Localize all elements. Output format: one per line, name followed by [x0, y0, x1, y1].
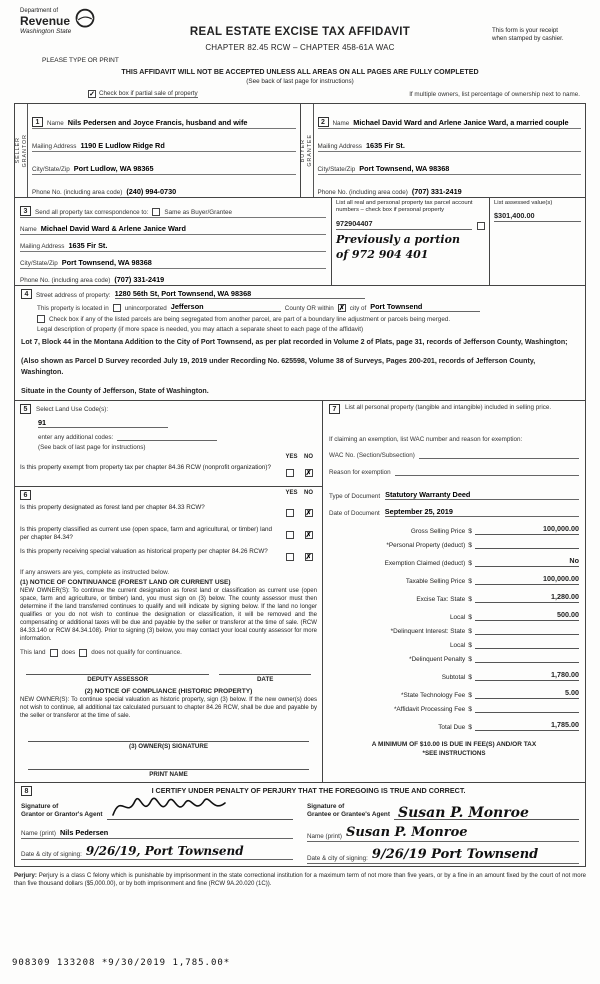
print-name-label: PRINT NAME — [149, 770, 188, 778]
corr-address-value[interactable]: 1635 Fir St. — [68, 241, 108, 250]
money-row-exemption: Exemption Claimed (deduct) $ No — [384, 556, 579, 568]
certify-statement: I CERTIFY UNDER PENALTY OF PERJURY THAT THE FOREGOING IS TRUE AND CORRECT. — [151, 786, 466, 796]
grantee-printed-name[interactable]: Susan P. Monroe — [346, 824, 468, 840]
forest-yes-checkbox[interactable] — [286, 509, 294, 517]
segregated-checkbox[interactable] — [37, 315, 45, 323]
perjury-notice: Perjury: Perjury is a class C felony which is punishable by imprisonment in the state correctional institution for a maximum term of not more than five years, or by a fine in an amount fixed by the court of not more than five thousand dollars ($5,000.00), or by both imprisonment and fine (RCW 9A.20.020 (1C)). — [14, 872, 586, 887]
please-type-label: PLEASE TYPE OR PRINT — [42, 57, 119, 64]
seller-csz-value[interactable]: Port Ludlow, WA 98365 — [73, 164, 154, 173]
deputy-date-line[interactable] — [219, 667, 311, 675]
grantee-signature-block: Signature of Grantee or Grantee's Agent Susan P. Monroe Name (print) Susan P. Monroe Date & city of signing: 9/26/19 Port Townsend — [307, 798, 579, 864]
middle-columns — [15, 401, 585, 783]
excise-tax-state-value[interactable]: 1,280.00 — [475, 592, 579, 603]
exempt-yes-checkbox[interactable] — [286, 469, 294, 477]
buyer-name-value[interactable]: Michael David Ward and Arlene Janice Ward, a married couple — [353, 118, 569, 127]
see-back-note: (See back of last page for instructions) — [246, 78, 354, 85]
forest-land-question: Is this property designated as forest land per chapter 84.33 RCW? ✗ — [20, 504, 312, 517]
document-type-value[interactable]: Statutory Warranty Deed — [385, 490, 579, 500]
seller-side-label: SELLER GRANTOR — [15, 104, 28, 197]
section4-number: 4 — [21, 289, 32, 299]
grantor-date-row: Date & city of signing: 9/26/19, Port Townsend — [21, 844, 293, 860]
personal-property-deduct-value[interactable] — [475, 547, 579, 549]
money-row-tech-fee: *State Technology Fee $ 5.00 — [401, 688, 579, 700]
total-due-value[interactable]: 1,785.00 — [475, 720, 579, 731]
grantor-signature-block: Signature of Grantor or Grantor's Agent Name (print) Nils Pedersen Date & city of signing: 9/26/19, Port Townsend — [21, 798, 293, 864]
money-row-delinq-penalty: *Delinquent Penalty $ — [329, 656, 579, 663]
delinquent-penalty-value[interactable] — [475, 661, 579, 663]
grantee-date-row: Date & city of signing: 9/26/19 Port Townsend — [307, 847, 579, 864]
dept-name: Revenue — [20, 14, 71, 28]
money-row-delinq-interest-local: Local $ — [329, 642, 579, 649]
corr-phone-row: Phone No. (including area code) (707) 331-2419 — [20, 275, 165, 284]
affidavit-processing-fee-value[interactable] — [475, 711, 579, 713]
excise-tax-local-value[interactable]: 500.00 — [475, 610, 579, 621]
exempt-question-row: Is this property exempt from property tax per chapter 84.36 RCW (nonprofit organization)? ✗ — [20, 464, 312, 477]
buyer-side-label: BUYER GRANTEE — [301, 104, 314, 197]
receipt-note: This form is your receipt when stamped by cashier. — [492, 27, 564, 43]
additional-codes-field[interactable] — [117, 432, 217, 441]
seller-name-value[interactable]: Nils Pedersen and Joyce Francis, husband and wife — [67, 118, 248, 127]
current-use-question: Is this property classified as current use (open space, farm and agricultural, or timber) land per chapter 84.34? ✗ — [20, 526, 312, 542]
corr-phone-value[interactable]: (707) 331-2419 — [114, 275, 165, 284]
delinquent-interest-local-value[interactable] — [475, 647, 579, 649]
personal-property-label: List all personal property (tangible and intangible) included in selling price. — [345, 404, 552, 412]
exemption-claimed-value[interactable]: No — [475, 556, 579, 567]
grantor-name-row: Name (print) Nils Pedersen — [21, 825, 293, 839]
section3-number: 3 — [20, 206, 31, 216]
corr-name-value[interactable]: Michael David Ward & Arlene Janice Ward — [40, 224, 186, 233]
state-technology-fee-value[interactable]: 5.00 — [475, 688, 579, 699]
same-as-buyer-checkbox[interactable] — [152, 208, 160, 216]
buyer-csz-value[interactable]: Port Townsend, WA 98368 — [359, 164, 450, 173]
seller-phone-value[interactable]: (240) 994-0730 — [126, 187, 177, 196]
handwritten-parcel-note-2: of 972 904 401 — [336, 247, 429, 261]
exemption-reason-field[interactable] — [395, 467, 579, 476]
tax-correspondence-row: 3 Send all property tax correspondence to: Same as Buyer/Grantee — [20, 201, 326, 218]
county-value[interactable]: Jefferson — [171, 302, 281, 312]
corr-name-row: Name Michael David Ward & Arlene Janice Ward — [20, 218, 326, 235]
legal-description-2: (Also shown as Parcel D Survey recorded July 19, 2019 under Recording No. 625598, Volume 38 of Surveys, Pages 200-201, records of Jefferson County, Washington. — [21, 357, 536, 376]
section7: 7 List all personal property (tangible and intangible) included in selling price. If claiming an exemption, list WAC number and reason for exemption: WAC No. (Section/Subsection) Reason for exemption Type of Document Statutory Warranty Deed Date of Document September 25, 2019 Gross Selling Price $ 100,000.00 *Personal Property (deduct) $ Exemption Claimed (deduct) $ No Taxable Selling Price $ 100,000.00 Excise Tax: State $ 1,280.00 Local $ 500.00 *Delinquent Interest: State $ Local $ *Delinquent Penalty $ Subtotal $ 1,780.00 *State Technology Fee $ 5.00 *Affidavit Processing Fee $ Total Due $ 1,785.00 A MINIMUM OF $10.00 IS DUE IN FEE(S) AND/OR TAX *SEE INSTRUCTIONS — [329, 404, 579, 758]
form-title: REAL ESTATE EXCISE TAX AFFIDAVIT — [189, 26, 411, 38]
legal-description-label: Legal description of property (if more space is needed, you may attach a separate sheet to each page of the affidavit) — [37, 326, 364, 333]
notice2-title: (2) NOTICE OF COMPLIANCE (HISTORIC PROPERTY) — [84, 687, 253, 695]
buyer-phone-value[interactable]: (707) 331-2419 — [411, 187, 462, 196]
seller-section — [15, 104, 300, 197]
historic-question: Is this property receiving special valuation as historical property per chapter 84.26 RCW? ✗ — [20, 548, 312, 561]
section3 — [15, 198, 585, 286]
street-address-row: 4 Street address of property: 1280 56th St, Port Townsend, WA 98368 — [21, 289, 579, 299]
buyer-address-row: Mailing Address 1635 Fir St. — [318, 129, 582, 152]
money-row-delinq-interest-state: *Delinquent Interest: State $ — [329, 628, 579, 635]
partial-sale-label: Check box if partial sale of property — [99, 90, 198, 97]
section5: 5 Select Land Use Code(s): 91 enter any additional codes: (See back of last page for instructions) YES NO Is this property exempt from property tax per chapter 84.36 RCW (nonprofit organization)? ✗ — [15, 401, 322, 487]
dept-small: Department of — [20, 8, 59, 14]
dept-sub: Washington State — [20, 28, 72, 35]
current-use-no-checkbox[interactable]: ✗ — [305, 531, 312, 539]
money-row-processing-fee: *Affidavit Processing Fee $ — [329, 706, 579, 713]
section7-number: 7 — [329, 404, 340, 414]
city-value[interactable]: Port Townsend — [370, 302, 480, 312]
subtotal-value[interactable]: 1,780.00 — [475, 670, 579, 681]
wac-number-field[interactable] — [419, 450, 579, 459]
seller-phone-row: Phone No. (including area code) (240) 994-0730 — [32, 187, 177, 196]
segregated-row: Check box if any of the listed parcels are being segregated from another parcel, are part of a boundary line adjustment or parcels being merged. — [21, 315, 579, 323]
buyer-name-row: 2 Name Michael David Ward and Arlene Janice Ward, a married couple — [318, 106, 582, 129]
money-row-excise-state: Excise Tax: State $ 1,280.00 — [416, 592, 579, 604]
partial-sale-checkbox[interactable]: ✓ — [89, 91, 95, 98]
section5-number: 5 — [20, 404, 31, 414]
parties-section — [15, 104, 585, 198]
money-row-subtotal: Subtotal $ 1,780.00 — [441, 670, 579, 682]
grantee-date-city[interactable]: 9/26/19 Port Townsend — [371, 846, 539, 862]
section6-number: 6 — [20, 490, 31, 500]
seller-address-row: Mailing Address 1190 E Ludlow Ridge Rd — [32, 129, 296, 152]
notice1-body: NEW OWNER(S): To continue the current designation as forest land or classification as current use (open space, farm and agriculture, or timber) land, you must sign on (3) below. The county assessor must then determine if the land transferred continues to qualify and will indicate by signing below. If the land no longer qualifies or you do not wish to continue the designation or classification, it will be removed and the compensating or additional taxes will be due and payable by the seller or transferor at the time of sale. (RCW 84.33.140 or RCW 84.34.108). Prior to signing (3) below, you may contact your local county assessor for more information. — [20, 588, 317, 642]
buyer-section — [300, 104, 586, 197]
section8 — [15, 783, 585, 866]
buyer-csz-row: City/State/Zip Port Townsend, WA 98368 — [318, 152, 582, 175]
exempt-no-checkbox[interactable]: ✗ — [305, 469, 312, 477]
owners-signature-line[interactable] — [28, 731, 309, 742]
taxable-selling-price-value[interactable]: 100,000.00 — [475, 574, 579, 585]
form-body — [14, 103, 586, 867]
print-name-line[interactable] — [28, 759, 309, 770]
parcel-header: List all real and personal property tax parcel account numbers – check box if personal property — [336, 200, 473, 214]
seller-name-row: 1 Name Nils Pedersen and Joyce Francis, husband and wife — [32, 106, 296, 129]
seller-csz-row: City/State/Zip Port Ludlow, WA 98365 — [32, 152, 296, 175]
assessed-header: List assessed value(s) — [494, 200, 553, 206]
seller-address-value[interactable]: 1190 E Ludlow Ridge Rd — [80, 141, 165, 150]
warning-line: THIS AFFIDAVIT WILL NOT BE ACCEPTED UNLESS ALL AREAS ON ALL PAGES ARE FULLY COMPLETED — [121, 68, 479, 76]
exemption-instruction: If claiming an exemption, list WAC number and reason for exemption: — [329, 436, 523, 444]
deputy-assessor-signature-line[interactable] — [26, 667, 209, 675]
grantor-signature[interactable] — [107, 798, 293, 820]
grantor-printed-name[interactable]: Nils Pedersen — [60, 827, 109, 837]
if-yes-note: If any answers are yes, complete as instructed below. — [20, 569, 170, 577]
section6: 6 YES NO Is this property designated as forest land per chapter 84.33 RCW? ✗ Is this property classified as current use (open space, farm and agricultural, or timber) land per chapter 84.34? ✗ Is this property receiving special valuation as historical property per chapter 84.26 RCW? ✗ If any answers are yes, complete as instructed below. (1) NOTICE OF CONTINUANCE (FOREST LAND OR CURRENT USE) NEW OWNER(S): To continue the current designation as forest land or classification as current use (open space, farm and agriculture, or timber) land, you must sign on (3) below. The county assessor must then determine if the land transferred continues to qualify and will indicate by signing below. If the land no longer qualifies or you do not wish to continue the designation or classification, it will be removed and the compensating or additional taxes will be due and payable by the seller or transferor at the time of sale. (RCW 84.33.140 or RCW 84.34.108). Prior to signing (3) below, you may contact your local county assessor for more information. This land does does not qualify for continuance. DEPUTY ASSESSOR DATE (2) NOTICE OF COMPLIANCE (HISTORIC PROPERTY) NEW OWNER(S): To continue special valuation as historic property, sign (3) below. If the new owner(s) does not wish to continue, all additional tax calculated pursuant to chapter 84.26 RCW, shall be due and payable by the seller or transferor at the time of sale. (3) OWNER(S) SIGNATURE PRINT NAME — [20, 490, 317, 778]
historic-no-checkbox[interactable]: ✗ — [305, 553, 312, 561]
partial-sale-row — [20, 90, 580, 98]
parcel-numbers-column — [331, 198, 489, 285]
money-row-personal: *Personal Property (deduct) $ — [329, 542, 579, 549]
see-instructions-note: *SEE INSTRUCTIONS — [422, 750, 486, 758]
section8-number: 8 — [21, 786, 32, 796]
land-use-code-value[interactable]: 91 — [38, 418, 168, 428]
cashier-receipt-stamp: 908309 133208 *9/30/2019 1,785.00* — [12, 958, 231, 968]
money-row-total-due: Total Due $ 1,785.00 — [438, 720, 579, 732]
grantee-signature[interactable]: Susan P. Monroe — [394, 798, 579, 820]
money-row-excise-local: Local $ 500.00 — [449, 610, 579, 622]
forest-no-checkbox[interactable]: ✗ — [305, 509, 312, 517]
section4 — [15, 286, 585, 401]
chapter-line: CHAPTER 82.45 RCW – CHAPTER 458-61A WAC — [205, 43, 395, 52]
corr-csz-row: City/State/Zip Port Townsend, WA 98368 — [20, 252, 326, 269]
document-date-value[interactable]: September 25, 2019 — [385, 507, 579, 517]
multiple-owners-note: If multiple owners, list percentage of ownership next to name. — [409, 90, 580, 98]
city-checkbox[interactable]: ✗ — [338, 305, 345, 312]
does-checkbox[interactable] — [50, 649, 58, 657]
money-row-gross: Gross Selling Price $ 100,000.00 — [410, 524, 579, 536]
section2-number: 2 — [318, 117, 329, 127]
gross-selling-price-value[interactable]: 100,000.00 — [475, 524, 579, 535]
legal-description-1: Lot 7, Block 44 in the Montana Addition to the City of Port Townsend, as per plat recorded in Volume 2 of Plats, page 31, records of Jefferson County, Washington; — [21, 338, 568, 346]
historic-yes-checkbox[interactable] — [286, 553, 294, 561]
notice1-title: (1) NOTICE OF CONTINUANCE (FOREST LAND OR CURRENT USE) — [20, 579, 231, 587]
handwritten-parcel-note-1: Previously a portion — [336, 232, 460, 246]
deputy-assessor-row: DEPUTY ASSESSOR DATE — [20, 667, 317, 683]
buyer-address-value[interactable]: 1635 Fir St. — [365, 141, 405, 150]
section1-number: 1 — [32, 117, 43, 127]
continuance-row: This land does does not qualify for continuance. — [20, 649, 182, 657]
parcel-number-value[interactable]: 972904407 — [336, 219, 472, 230]
legal-description-3: Situate in the County of Jefferson, State of Washington. — [21, 386, 209, 395]
owners-signature-label: (3) OWNER(S) SIGNATURE — [129, 742, 208, 750]
assessed-value[interactable]: $301,400.00 — [494, 211, 581, 222]
notice2-body: NEW OWNER(S): To continue special valuation as historic property, sign (3) below. If the new owner(s) does not wish to continue, all additional tax calculated pursuant to chapter 84.26 RCW, shall be due and payable by the seller or transferor at the time of sale. — [20, 696, 317, 719]
section5-yes-no-header: YES NO — [285, 454, 313, 461]
grantor-date-city[interactable]: 9/26/19, Port Townsend — [85, 843, 244, 858]
header — [0, 0, 600, 103]
minimum-due-note: A MINIMUM OF $10.00 IS DUE IN FEE(S) AND/OR TAX — [371, 741, 537, 749]
grantee-name-row: Name (print) Susan P. Monroe — [307, 825, 579, 842]
location-row: This property is located in unincorporated Jefferson County OR within ✗ city of Port Townsend — [21, 302, 579, 312]
corr-address-row: Mailing Address 1635 Fir St. — [20, 235, 326, 252]
assessed-value-column — [489, 198, 585, 285]
unincorporated-checkbox[interactable] — [113, 304, 121, 312]
buyer-phone-row: Phone No. (including area code) (707) 331-2419 — [317, 187, 462, 196]
personal-property-checkbox-1[interactable] — [477, 222, 485, 230]
corr-csz-value[interactable]: Port Townsend, WA 98368 — [61, 258, 152, 267]
current-use-yes-checkbox[interactable] — [286, 531, 294, 539]
section5-see-back: (See back of last page for instructions) — [38, 444, 146, 452]
delinquent-interest-state-value[interactable] — [475, 633, 579, 635]
money-row-taxable: Taxable Selling Price $ 100,000.00 — [405, 574, 579, 586]
street-address-value[interactable]: 1280 56th St, Port Townsend, WA 98368 — [115, 289, 365, 299]
does-not-checkbox[interactable] — [79, 649, 87, 657]
